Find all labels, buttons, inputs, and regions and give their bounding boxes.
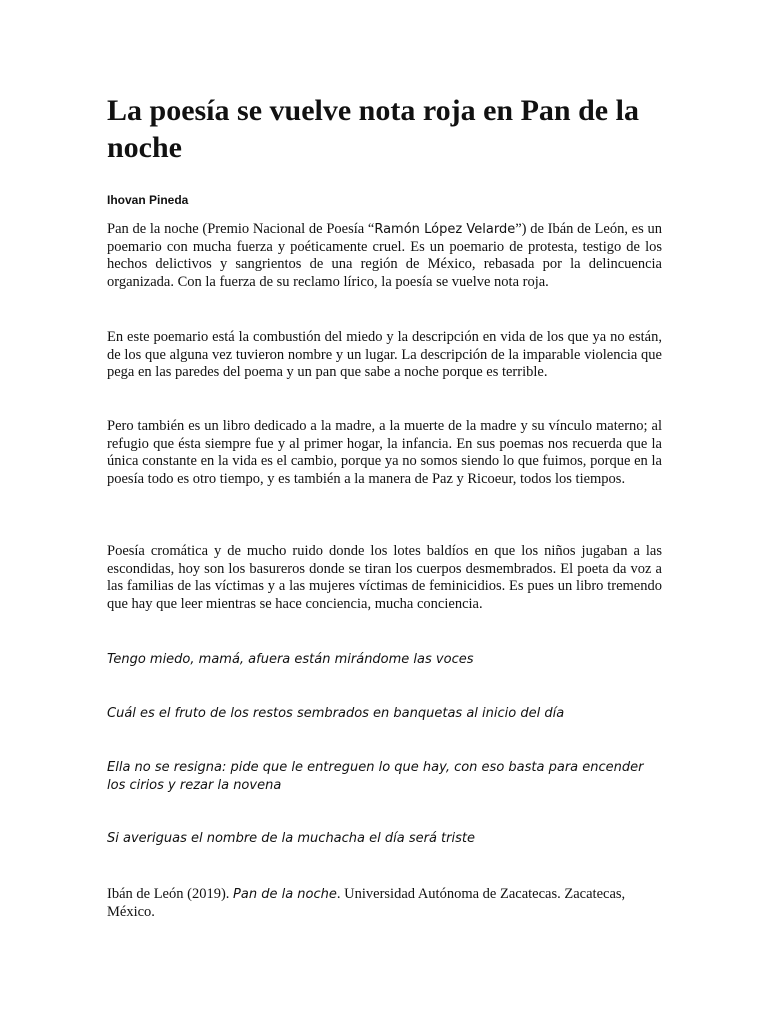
paragraph-4: Poesía cromática y de mucho ruido donde los lotes baldíos en que los niños jugaban a las escondidas, hoy son los basureros donde se tiran los cuerpos desmembrados. El poeta da voz a las familias de las víctimas y a las mujeres víctimas de feminicidios. Es pues un libro tremendo que hay que leer mientras se hace conciencia, mucha conciencia. — [107, 543, 662, 612]
verse-1: Tengo miedo, mamá, afuera están mirándome las voces — [107, 652, 474, 667]
article-author: Ihovan Pineda — [107, 193, 189, 207]
paragraph-1-start: Pan de la noche (Premio Nacional de Poesía “ — [107, 221, 375, 237]
verse-3: Ella no se resigna: pide que le entreguen lo que hay, con eso basta para encender los cirios y rezar la novena — [107, 760, 644, 793]
paragraph-1-end: ”) de Ibán de León, es un poemario con mucha fuerza y poéticamente cruel. Es un poemario de protesta, testigo de los hechos delictivos y sangrientos de una región de México, rebasada por la delincuencia organizada. Con la fuerza de su reclamo lírico, la poesía se vuelve nota roja. — [107, 221, 662, 290]
bibliographic-reference — [107, 886, 662, 921]
article-title: La poesía se vuelve nota roja en Pan de la noche — [107, 94, 639, 164]
reference-book-title: Pan de la noche — [233, 887, 337, 902]
reference-author: Ibán de León (2019). — [107, 886, 234, 902]
paragraph-3: Pero también es un libro dedicado a la madre, a la muerte de la madre y su vínculo materno; al refugio que ésta siempre fue y al primer hogar, la infancia. En sus poemas nos recuerda que la única constante en la vida es el cambio, porque ya no somos siendo lo que fuimos, porque en la poesía todo es otro tiempo, y es también a la manera de Paz y Ricoeur, todos los tiempos. — [107, 418, 662, 487]
verse-4: Si averiguas el nombre de la muchacha el día será triste — [107, 831, 475, 846]
verse-2: Cuál es el fruto de los restos sembrados en banquetas al inicio del día — [107, 706, 565, 721]
reference-publisher: . Universidad Autónoma de Zacatecas. Zacatecas, México. — [107, 886, 626, 920]
paragraph-2: En este poemario está la combustión del miedo y la descripción en vida de los que ya no están, de los que alguna vez tuvieron nombre y un lugar. La descripción de la imparable violencia que pega en las paredes del poema y un pan que sabe a noche porque es terrible. — [107, 329, 662, 381]
award-name: Ramón López Velarde — [374, 222, 516, 237]
paragraph-1 — [107, 221, 662, 291]
